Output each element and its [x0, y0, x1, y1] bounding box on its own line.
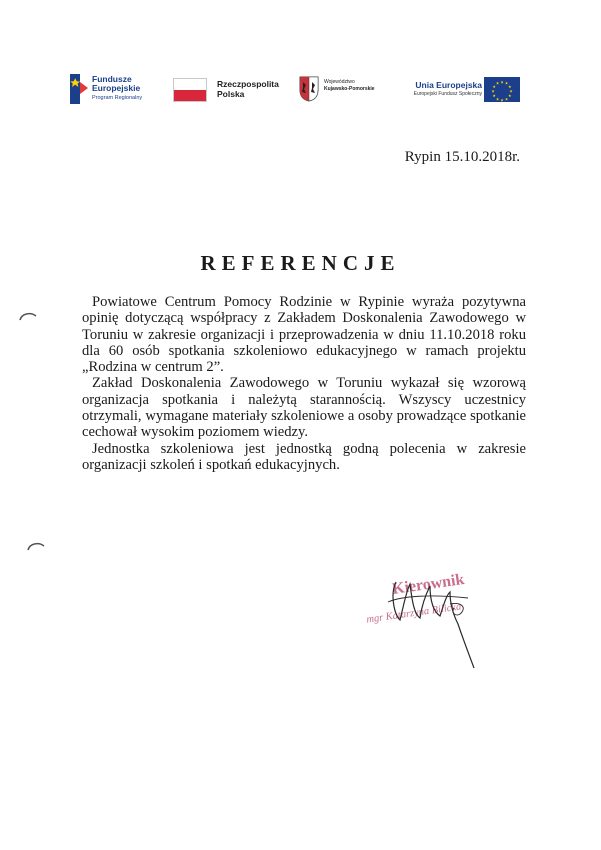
- coat-of-arms-icon: [299, 76, 319, 102]
- binder-hole-mark: [19, 311, 37, 321]
- signature-stamp: [350, 571, 490, 674]
- document-body: [82, 294, 526, 473]
- svg-text:★: ★: [504, 96, 509, 102]
- svg-text:★: ★: [508, 93, 512, 98]
- svg-text:★: ★: [492, 84, 496, 89]
- svg-text:★: ★: [491, 88, 495, 94]
- stamp-name: mgr Katarzyna Bilicka: [365, 601, 462, 626]
- svg-text:★: ★: [508, 84, 512, 89]
- svg-text:★: ★: [495, 96, 500, 102]
- fundusze-line2: Europejskie: [92, 83, 141, 93]
- eu-flag-icon: [484, 77, 520, 102]
- ue-line2: Europejski Fundusz Społeczny: [413, 91, 482, 97]
- polish-flag-icon: [173, 78, 207, 102]
- handwritten-signature: [350, 574, 490, 674]
- svg-text:★: ★: [500, 97, 504, 102]
- rp-line1: Rzeczpospolita: [217, 79, 279, 89]
- svg-text:★: ★: [504, 80, 509, 86]
- rzeczpospolita-polska-logo: [173, 78, 293, 106]
- binder-hole-mark: [27, 541, 45, 551]
- fundusze-star-icon: [70, 74, 88, 104]
- document-date: Rypin 15.10.2018r.: [404, 149, 520, 165]
- kp-line1: Województwo: [324, 79, 355, 85]
- kp-line2: Kujawsko-Pomorskie: [324, 86, 375, 92]
- stamp-heading: Kierownik: [391, 571, 466, 598]
- rp-line2: Polska: [217, 89, 245, 99]
- kujawsko-pomorskie-logo: [299, 76, 399, 104]
- unia-europejska-logo: [400, 76, 525, 106]
- svg-text:★: ★: [492, 93, 496, 98]
- paragraph-recommendation: Jednostka szkoleniowa jest jednostką godną polecenia w zakresie organizacji szkoleń i spotkań edukacyjnych.: [82, 440, 526, 473]
- paragraph-organization: Zakład Doskonalenia Zawodowego w Toruniu wykazał się wzorową organizacja spotkania i należytą starannością. Wszyscy uczestnicy otrzymali, wymagane materiały szkoleniowe a osoby prowadzące spotkanie cechował wysokim poziomem wiedzy.: [82, 375, 526, 441]
- fundusze-line3: Program Regionalny: [92, 95, 143, 101]
- svg-text:★: ★: [509, 88, 513, 94]
- ue-line1: Unia Europejska: [415, 80, 482, 90]
- paragraph-opinion: Powiatowe Centrum Pomocy Rodzinie w Rypinie wyraża pozytywna opinię dotyczącą współpracy z Zakładem Doskonalenia Zawodowego w Toruniu w zakresie organizacji i przeprowadzenia w dniu 11.10.2018 roku dla 60 osób spotkania szkoleniowo edukacyjnego w ramach projektu „Rodzina w centrum 2”.: [82, 294, 526, 376]
- svg-text:★: ★: [495, 80, 500, 86]
- document-title: REFERENCJE: [200, 251, 401, 275]
- fundusze-europejskie-logo: [70, 72, 180, 108]
- svg-text:★: ★: [500, 79, 504, 85]
- fundusze-line1: Fundusze: [92, 74, 132, 84]
